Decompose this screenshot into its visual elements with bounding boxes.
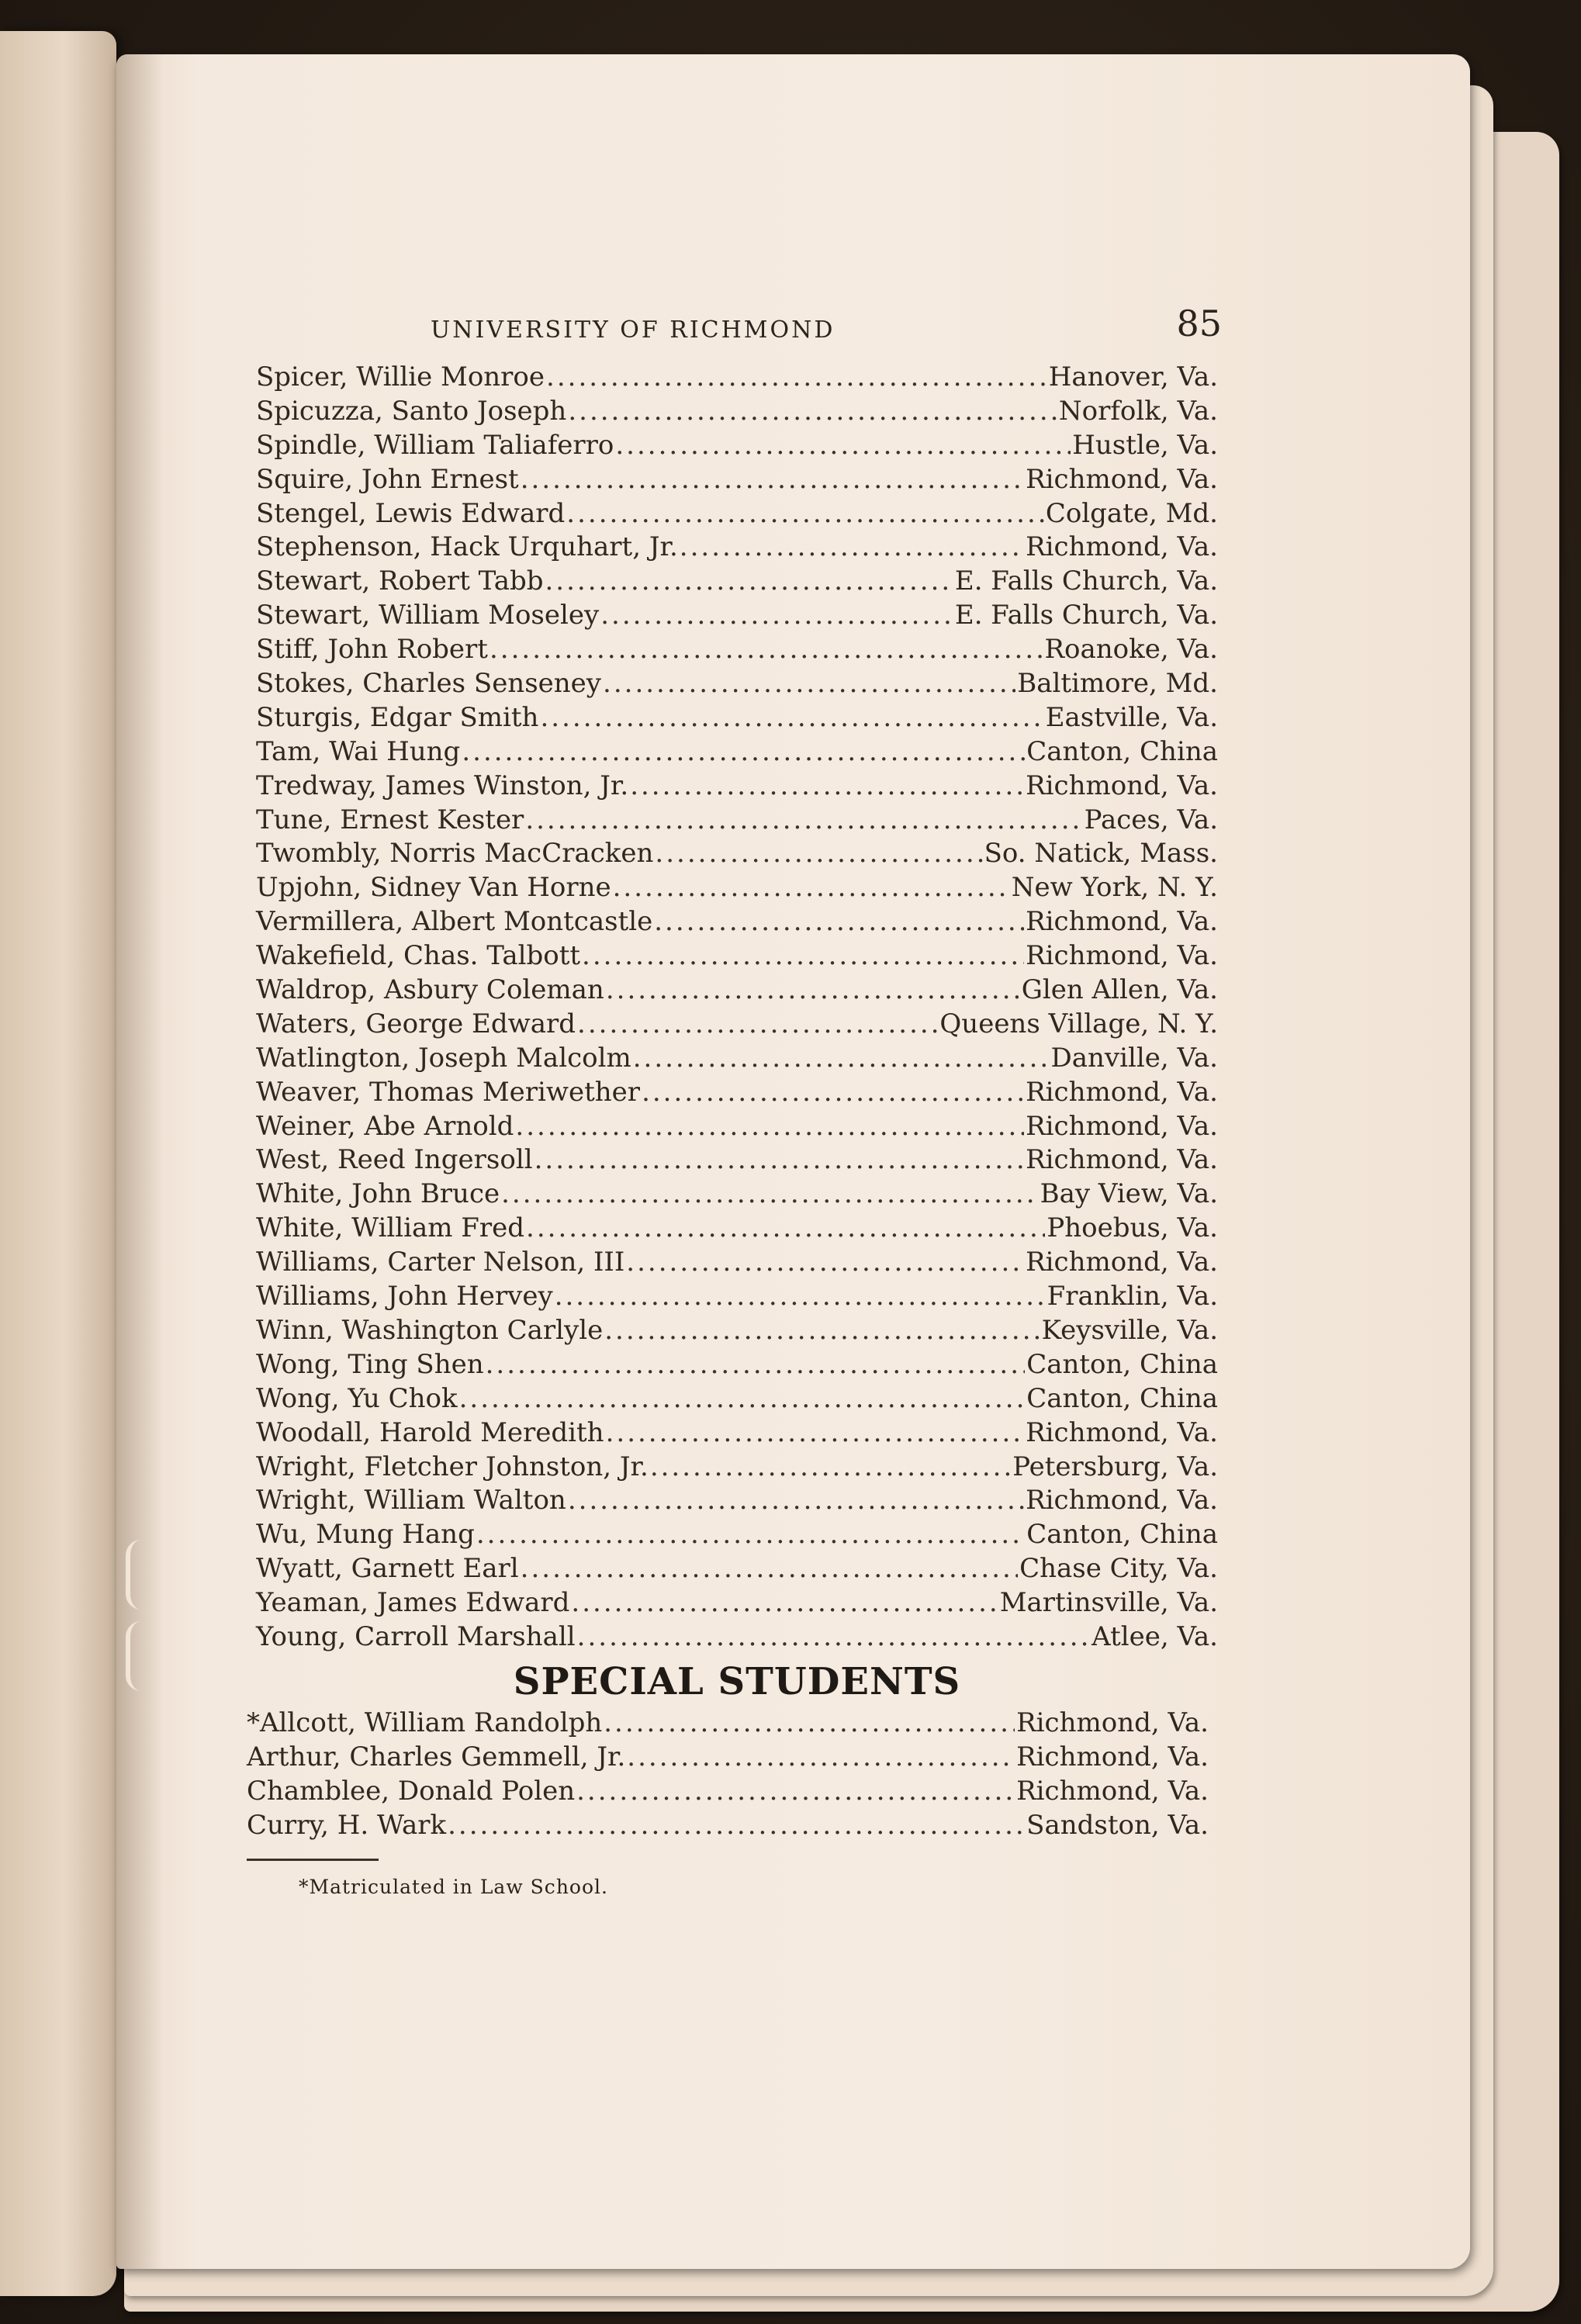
dot-leader xyxy=(630,769,1024,804)
list-item xyxy=(256,1451,1218,1485)
student-hometown: Richmond, Va. xyxy=(1026,1110,1218,1142)
list-item xyxy=(256,429,1218,463)
student-hometown: Richmond, Va. xyxy=(1026,1416,1218,1448)
student-name: Wong, Yu Chok xyxy=(256,1382,458,1414)
student-name: Wright, William Walton xyxy=(256,1485,566,1516)
student-name: Twombly, Norris MacCracken xyxy=(256,838,654,870)
list-item xyxy=(256,1110,1218,1144)
student-name: Spindle, William Taliaferro xyxy=(256,429,614,461)
dot-leader xyxy=(680,531,1024,565)
student-name: Tam, Wai Hung xyxy=(256,735,461,767)
dot-leader xyxy=(555,1280,1046,1314)
dot-leader xyxy=(633,1042,1050,1076)
list-item xyxy=(256,1178,1218,1212)
dot-leader xyxy=(515,1110,1024,1144)
student-name: Waldrop, Asbury Coleman xyxy=(256,974,604,1006)
list-item xyxy=(256,1212,1218,1246)
list-item xyxy=(256,1416,1218,1451)
list-item xyxy=(256,905,1218,939)
page-header xyxy=(431,303,1222,349)
list-item xyxy=(256,1246,1218,1280)
student-name: Spicer, Willie Monroe xyxy=(256,361,545,393)
dot-leader xyxy=(490,633,1043,667)
student-hometown: Queens Village, N. Y. xyxy=(939,1008,1218,1039)
dot-leader xyxy=(615,429,1071,463)
student-hometown: So. Natick, Mass. xyxy=(984,838,1218,870)
student-hometown: E. Falls Church, Va. xyxy=(954,600,1218,631)
dot-leader xyxy=(642,1076,1024,1110)
student-hometown: Norfolk, Va. xyxy=(1058,395,1218,427)
list-item xyxy=(247,1809,1209,1843)
list-item xyxy=(256,939,1218,974)
list-item xyxy=(256,804,1218,838)
list-item xyxy=(256,974,1218,1008)
student-hometown: Keysville, Va. xyxy=(1041,1314,1218,1346)
student-name: Young, Carroll Marshall xyxy=(256,1620,576,1652)
student-hometown: Richmond, Va. xyxy=(1026,1247,1218,1278)
list-item xyxy=(256,361,1218,395)
list-item xyxy=(256,769,1218,804)
dot-leader xyxy=(613,871,1010,905)
list-item xyxy=(256,1348,1218,1382)
student-name: West, Reed Ingersoll xyxy=(256,1144,533,1176)
student-name: Stokes, Charles Senseney xyxy=(256,668,602,700)
dot-leader xyxy=(521,463,1024,497)
student-hometown: Richmond, Va. xyxy=(1026,463,1218,495)
student-hometown: E. Falls Church, Va. xyxy=(954,565,1218,597)
student-hometown: Danville, Va. xyxy=(1050,1042,1218,1074)
student-hometown: Canton, China xyxy=(1026,735,1218,767)
student-name: Winn, Washington Carlyle xyxy=(256,1314,604,1346)
dot-leader xyxy=(521,1552,1018,1586)
dot-leader xyxy=(540,701,1043,735)
dot-leader xyxy=(654,905,1024,939)
student-name: Stengel, Lewis Edward xyxy=(256,497,566,529)
student-name: Curry, H. Wark xyxy=(247,1809,447,1841)
dot-leader xyxy=(600,599,953,633)
student-hometown: Richmond, Va. xyxy=(1026,1485,1218,1516)
student-hometown: Glen Allen, Va. xyxy=(1021,974,1218,1006)
list-item xyxy=(256,667,1218,701)
footnote-rule xyxy=(247,1859,379,1861)
dot-leader xyxy=(501,1178,1038,1212)
student-name: *Allcott, William Randolph xyxy=(247,1707,603,1738)
student-hometown: Richmond, Va. xyxy=(1026,1144,1218,1176)
dot-leader xyxy=(576,1775,1015,1809)
student-hometown: Bay View, Va. xyxy=(1040,1178,1218,1210)
dot-leader xyxy=(606,1416,1025,1451)
student-name: Stewart, William Moseley xyxy=(256,600,600,631)
dot-leader xyxy=(545,565,953,599)
student-hometown: Hanover, Va. xyxy=(1048,361,1218,393)
dot-leader xyxy=(655,837,982,871)
student-hometown: Sandston, Va. xyxy=(1026,1809,1209,1841)
student-name: Stiff, John Robert xyxy=(256,634,488,666)
student-hometown: Martinsville, Va. xyxy=(999,1587,1218,1619)
list-item xyxy=(256,1143,1218,1178)
student-hometown: Chase City, Va. xyxy=(1019,1553,1218,1585)
student-hometown: Hustle, Va. xyxy=(1072,429,1218,461)
student-name: Arthur, Charles Gemmell, Jr. xyxy=(247,1741,626,1772)
list-item xyxy=(256,395,1218,429)
student-name: White, John Bruce xyxy=(256,1178,500,1210)
list-item xyxy=(256,1382,1218,1416)
student-name: Spicuzza, Santo Joseph xyxy=(256,395,567,427)
student-hometown: Richmond, Va. xyxy=(1026,940,1218,972)
student-hometown: Phoebus, Va. xyxy=(1047,1212,1218,1244)
student-name: Watlington, Joseph Malcolm xyxy=(256,1042,631,1074)
list-item xyxy=(256,1008,1218,1042)
facing-page-edge xyxy=(0,31,116,2296)
list-item xyxy=(256,497,1218,531)
dot-leader xyxy=(459,1382,1026,1416)
dot-leader xyxy=(577,1008,938,1042)
binding-thread xyxy=(126,1540,166,1610)
dot-leader xyxy=(604,1314,1040,1348)
special-student-list xyxy=(247,1707,1209,1843)
dot-leader xyxy=(604,1707,1015,1741)
student-hometown: Canton, China xyxy=(1026,1519,1218,1551)
student-name: Stephenson, Hack Urquhart, Jr. xyxy=(256,531,678,563)
student-name: Wong, Ting Shen xyxy=(256,1348,484,1380)
student-name: Waters, George Edward xyxy=(256,1008,576,1039)
dot-leader xyxy=(476,1518,1025,1552)
student-hometown: Paces, Va. xyxy=(1084,804,1218,835)
student-name: Stewart, Robert Tabb xyxy=(256,565,544,597)
dot-leader xyxy=(603,667,1015,701)
dot-leader xyxy=(566,497,1044,531)
list-item xyxy=(256,599,1218,633)
student-name: Sturgis, Edgar Smith xyxy=(256,701,539,733)
student-hometown: Richmond, Va. xyxy=(1016,1741,1209,1772)
list-item xyxy=(256,735,1218,769)
dot-leader xyxy=(526,1212,1045,1246)
student-hometown: Canton, China xyxy=(1026,1348,1218,1380)
list-item xyxy=(256,837,1218,871)
dot-leader xyxy=(627,1741,1015,1775)
binding-shadow xyxy=(116,54,163,2269)
dot-leader xyxy=(626,1246,1024,1280)
list-item xyxy=(247,1707,1209,1741)
student-name: Williams, John Hervey xyxy=(256,1281,553,1312)
section-heading: SPECIAL STUDENTS xyxy=(513,1660,961,1703)
student-hometown: Richmond, Va. xyxy=(1016,1775,1209,1807)
dot-leader xyxy=(582,939,1024,974)
student-name: Tune, Ernest Kester xyxy=(256,804,524,835)
dot-leader xyxy=(650,1451,1011,1485)
student-name: Chamblee, Donald Polen xyxy=(247,1775,576,1807)
list-item xyxy=(256,1042,1218,1076)
student-hometown: Richmond, Va. xyxy=(1026,1076,1218,1108)
student-hometown: Baltimore, Md. xyxy=(1017,668,1218,700)
student-name: Wu, Mung Hang xyxy=(256,1519,475,1551)
student-hometown: New York, N. Y. xyxy=(1011,872,1218,904)
list-item xyxy=(247,1741,1209,1775)
page-number: 85 xyxy=(1176,303,1222,344)
dot-leader xyxy=(486,1348,1026,1382)
running-head: UNIVERSITY OF RICHMOND xyxy=(431,316,835,344)
list-item xyxy=(256,1280,1218,1314)
student-name: Williams, Carter Nelson, III xyxy=(256,1247,625,1278)
student-hometown: Eastville, Va. xyxy=(1045,701,1218,733)
list-item xyxy=(256,1518,1218,1552)
list-item xyxy=(256,1076,1218,1110)
list-item xyxy=(256,463,1218,497)
student-name: White, William Fred xyxy=(256,1212,525,1244)
list-item xyxy=(256,1620,1218,1655)
student-name: Woodall, Harold Meredith xyxy=(256,1416,604,1448)
list-item xyxy=(256,1586,1218,1620)
student-hometown: Franklin, Va. xyxy=(1047,1281,1218,1312)
list-item xyxy=(256,565,1218,599)
student-name: Vermillera, Albert Montcastle xyxy=(256,906,653,938)
student-name: Upjohn, Sidney Van Horne xyxy=(256,872,611,904)
binding-thread xyxy=(126,1621,166,1691)
dot-leader xyxy=(546,361,1047,395)
student-name: Wakefield, Chas. Talbott xyxy=(256,940,581,972)
student-hometown: Richmond, Va. xyxy=(1026,531,1218,563)
student-hometown: Petersburg, Va. xyxy=(1012,1451,1218,1482)
student-name: Yeaman, James Edward xyxy=(256,1587,570,1619)
dot-leader xyxy=(577,1620,1090,1655)
dot-leader xyxy=(462,735,1025,769)
dot-leader xyxy=(568,1484,1024,1518)
student-hometown: Richmond, Va. xyxy=(1026,769,1218,801)
student-hometown: Canton, China xyxy=(1026,1382,1218,1414)
dot-leader xyxy=(571,1586,998,1620)
student-hometown: Atlee, Va. xyxy=(1091,1620,1218,1652)
list-item xyxy=(256,633,1218,667)
dot-leader xyxy=(448,1809,1025,1843)
list-item xyxy=(256,871,1218,905)
list-item xyxy=(256,1484,1218,1518)
list-item xyxy=(256,1552,1218,1586)
student-list xyxy=(256,361,1218,1655)
dot-leader xyxy=(534,1143,1025,1178)
list-item xyxy=(247,1775,1209,1809)
student-hometown: Richmond, Va. xyxy=(1026,906,1218,938)
student-hometown: Colgate, Md. xyxy=(1045,497,1218,529)
dot-leader xyxy=(568,395,1057,429)
student-hometown: Roanoke, Va. xyxy=(1044,634,1218,666)
list-item xyxy=(256,701,1218,735)
dot-leader xyxy=(606,974,1020,1008)
student-name: Wyatt, Garnett Earl xyxy=(256,1553,519,1585)
student-name: Tredway, James Winston, Jr. xyxy=(256,769,629,801)
dot-leader xyxy=(525,804,1082,838)
student-name: Squire, John Ernest xyxy=(256,463,519,495)
footnote: *Matriculated in Law School. xyxy=(299,1876,608,1898)
list-item xyxy=(256,531,1218,565)
student-name: Weaver, Thomas Meriwether xyxy=(256,1076,641,1108)
student-name: Wright, Fletcher Johnston, Jr. xyxy=(256,1451,649,1482)
list-item xyxy=(256,1314,1218,1348)
student-hometown: Richmond, Va. xyxy=(1016,1707,1209,1738)
student-name: Weiner, Abe Arnold xyxy=(256,1110,514,1142)
